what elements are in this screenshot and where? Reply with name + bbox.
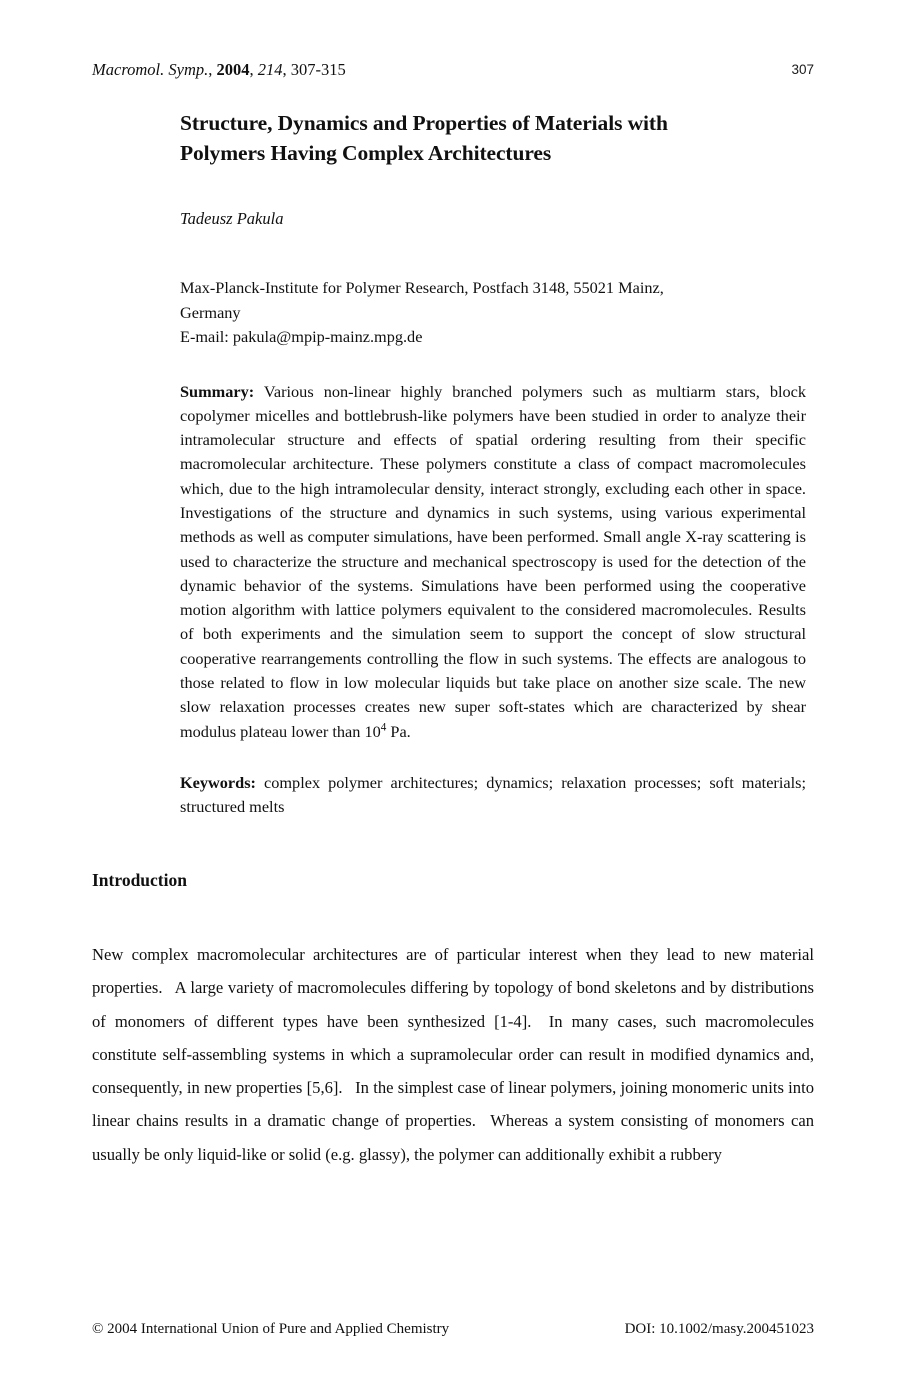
summary-label: Summary:: [180, 381, 255, 401]
page-title-line-2: Polymers Having Complex Architectures: [180, 141, 552, 165]
running-head-separator-2: ,: [249, 60, 258, 79]
journal-name: Macromol. Symp.: [92, 60, 209, 79]
author-email: E-mail: pakula@mpip-mainz.mpg.de: [180, 327, 423, 346]
page-title-line-1: Structure, Dynamics and Properties of Materials with: [180, 111, 668, 135]
section-heading-introduction: Introduction: [92, 870, 187, 890]
keywords-block: [180, 771, 806, 820]
volume-number: 214: [257, 60, 283, 79]
summary-text-part-1: Various non-linear highly branched polymers such as multiarm stars, block copolymer micelles and bottlebrush-like polymers have been studied in order to analyze their intramolecular structure and effects of spatial ordering resulting from their specific macromolecular architecture. These polymers constitute a class of compact macromolecules which, due to the high intramolecular density, interact strongly, excluding each other in space. Investigations of the structure and dynamics in such systems, using various experimental methods as well as computer simulations, have been performed. Small angle X-ray scattering is used to characterize the structure and mechanical spectroscopy is used for the detection of the dynamic behavior of the systems. Simulations have been performed using the cooperative motion algorithm with lattice polymers equivalent to the considered macromolecules. Results of both experiments and the simulation seem to support the concept of slow structural cooperative rearrangements controlling the flow in such systems. The effects are analogous to those related to flow in low molecular liquids but take place on another size scale. The new slow relaxation processes creates new super soft-states which are characterized by shear modulus plateau lower than 10: [180, 381, 806, 741]
affiliation-line-1: Max-Planck-Institute for Polymer Research, Postfach 3148, 55021 Mainz,: [180, 278, 664, 297]
page-footer: [92, 1318, 814, 1340]
author-name: Tadeusz Pakula: [180, 209, 284, 228]
front-matter: [180, 108, 806, 836]
keywords-text: complex polymer architectures; dynamics; relaxation processes; soft materials; structured melts: [180, 772, 806, 817]
page-range: 307-315: [290, 60, 346, 79]
running-head: [92, 58, 814, 82]
folio-page-number: 307: [791, 62, 814, 77]
main-column: [92, 868, 814, 1188]
publication-year: 2004: [216, 60, 250, 79]
page-title: [180, 108, 806, 168]
affiliation-line-2: Germany: [180, 302, 241, 322]
summary-abstract: [180, 380, 806, 744]
running-head-separator-1: ,: [208, 60, 217, 79]
doi-text: DOI: 10.1002/masy.200451023: [624, 1321, 814, 1337]
affiliation-block: [180, 276, 806, 350]
keywords-label: Keywords:: [180, 772, 256, 792]
copyright-notice: © 2004 International Union of Pure and Applied Chemistry: [92, 1321, 450, 1337]
summary-text-part-2: Pa.: [386, 721, 411, 741]
summary-exponent: 4: [380, 721, 387, 734]
introduction-paragraph: New complex macromolecular architectures are of particular interest when they lead to new material properties. A large variety of macromolecules differing by topology of bond skeletons and by distributions of monomers of different types have been synthesized [1-4]. In many cases, such macromolecules constitute self-assembling systems in which a supramolecular order can result in modified dynamics and, consequently, in new properties [5,6]. In the simplest case of linear polymers, joining monomeric units into linear chains results in a dramatic change of properties. Whereas a system consisting of monomers can usually be only liquid-like or solid (e.g. glassy), the polymer can additionally exhibit a rubbery: [92, 945, 814, 1164]
running-head-separator-3: ,: [282, 60, 291, 79]
